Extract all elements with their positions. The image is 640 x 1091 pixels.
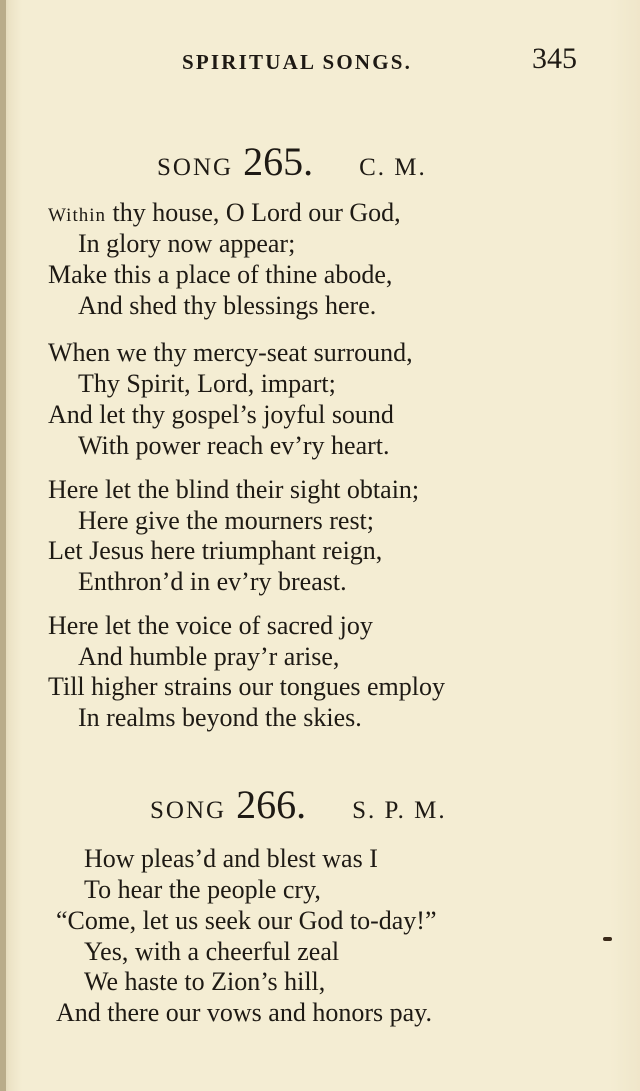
verse-line: In glory now appear; xyxy=(78,229,296,258)
verse-line: “Come, let us seek our God to-day!” xyxy=(56,906,437,935)
verse-line: Make this a place of thine abode, xyxy=(48,260,393,289)
song-word: SONG xyxy=(157,154,234,181)
song-265-heading xyxy=(157,138,427,185)
verse-line: Yes, with a cheerful zeal xyxy=(84,937,340,966)
verse-line: Thy Spirit, Lord, impart; xyxy=(78,369,336,398)
verse-line: And humble pray’r arise, xyxy=(78,642,340,671)
verse-line: Enthron’d in ev’ry breast. xyxy=(78,567,347,596)
verse-line: With power reach ev’ry heart. xyxy=(78,431,390,460)
song-word: SONG xyxy=(150,797,227,824)
verse-line: And there our vows and honors pay. xyxy=(56,998,432,1027)
ink-speck xyxy=(603,937,612,941)
verse-line: And shed thy blessings here. xyxy=(78,291,377,320)
verse-line: Here let the voice of sacred joy xyxy=(48,611,373,640)
verse-line: And let thy gospel’s joyful sound xyxy=(48,400,394,429)
running-title: SPIRITUAL SONGS. xyxy=(182,50,413,74)
page-number: 345 xyxy=(532,42,577,75)
verse-line: Within thy house, O Lord our God, xyxy=(48,198,401,227)
verse-line: In realms beyond the skies. xyxy=(78,703,362,732)
verse-line: Here give the mourners rest; xyxy=(78,506,375,535)
verse-line: Till higher strains our tongues employ xyxy=(48,672,445,701)
verse-line: Here let the blind their sight obtain; xyxy=(48,475,420,504)
verse-line: How pleas’d and blest was I xyxy=(84,844,378,873)
binding-gutter xyxy=(0,0,6,1091)
verse-line: When we thy mercy-seat surround, xyxy=(48,338,413,367)
song-meter: C. M. xyxy=(359,154,427,181)
song-266-heading xyxy=(150,781,447,828)
song-number: 265. xyxy=(243,139,314,184)
verse-line: Let Jesus here triumphant reign, xyxy=(48,536,383,565)
drop-word: Within xyxy=(48,205,107,226)
song-number: 266. xyxy=(236,782,307,827)
verse-line: We haste to Zion’s hill, xyxy=(84,967,326,996)
verse-line: To hear the people cry, xyxy=(84,875,321,904)
song-meter: S. P. M. xyxy=(352,797,447,824)
